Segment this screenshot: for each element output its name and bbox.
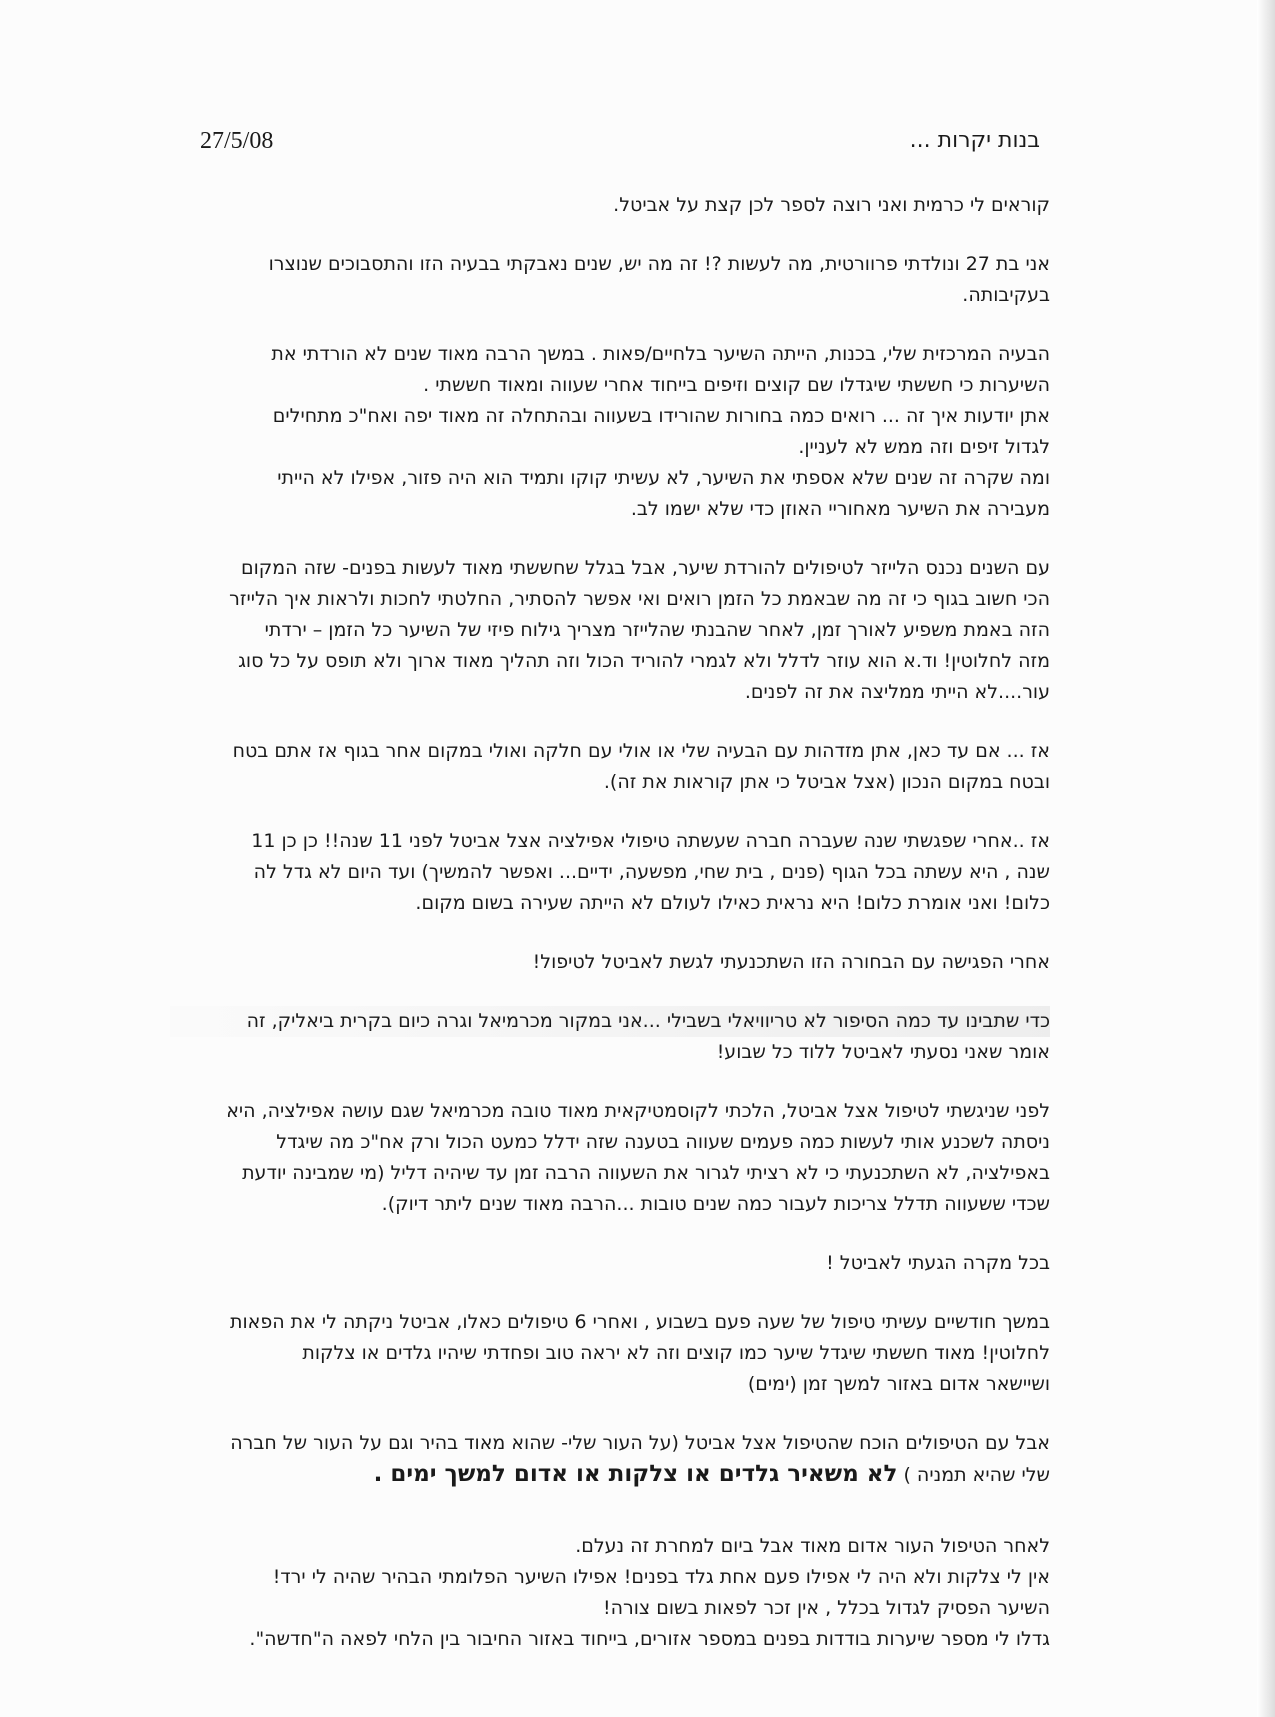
- text-line: ומה שקרה זה שנים שלא אספתי את השיער, לא עשיתי קוקו ותמיד הוא היה פזור, אפילו לא הייתי: [277, 467, 1050, 489]
- paragraph-arrived: [170, 1248, 1050, 1279]
- text-line: לגדול זיפים וזה ממש לא לעניין.: [798, 436, 1050, 458]
- text-line: מעבירה את השיער מאחוריי האוזן כדי שלא ישמו לב.: [630, 498, 1050, 520]
- paragraph-results: [170, 1531, 1050, 1655]
- text-line: שנה , היא עשתה בכל הגוף (פנים , בית שחי, מפשעה, ידיים... ואפשר להמשיך) ועד היום לא גדל לה: [253, 861, 1050, 883]
- text-line: הבעיה המרכזית שלי, בכנות, הייתה השיער בלחיים/פאות . במשך הרבה מאוד שנים לא הורדתי את: [271, 343, 1050, 365]
- text-segment: שלי שהיא תמניה ): [903, 1464, 1050, 1486]
- text-line: ושיישאר אדום באזור למשך זמן (ימים): [747, 1373, 1050, 1395]
- text-line: כדי שתבינו עד כמה הסיפור לא טריוויאלי בשבילי ...אני במקור מכרמיאל וגרה כיום בקרית ביאליק, זה: [170, 1006, 1050, 1037]
- letter-header: [200, 128, 1040, 162]
- paragraph-cosmetician: [170, 1096, 1050, 1220]
- paragraph-intro: [170, 190, 1050, 221]
- text-line: גדלו לי מספר שיערות בודדות בפנים במספר אזורים, בייחוד באזור החיבור בין הלחי לפאה ה"חדשה".: [249, 1628, 1050, 1650]
- text-line: עור....לא הייתי ממליצה את זה לפנים.: [744, 681, 1050, 703]
- text-line: אז ..אחרי שפגשתי שנה שעברה חברה שעשתה טיפולי אפילציה אצל אביטל לפני 11 שנה!! כן כן 11: [251, 830, 1050, 852]
- text-line: אבל עם הטיפולים הוכח שהטיפול אצל אביטל (על העור שלי- שהוא מאוד בהיר וגם על העור של חברה: [230, 1432, 1050, 1454]
- text-line: הכי חשוב בגוף כי זה מה שבאמת כל הזמן רואים ואי אפשר להסתיר, החלטתי לחכות ולראות איך הלייזר: [229, 588, 1050, 610]
- paragraph-identify: [170, 736, 1050, 798]
- text-line: השיער הפסיק לגדול בכלל , אין זכר לפאות בשום צורה!: [602, 1597, 1050, 1619]
- text-line: באפילציה, לא השתכנעתי כי לא רציתי לגרור את השעווה הרבה זמן עד שיהיה דליל (מי שמבינה יודעת: [242, 1162, 1050, 1184]
- text-line: הזה באמת משפיע לאורך זמן, לאחר שהבנתי שהלייזר מצריך גילוח פיזי של השיער כל הזמן – ירדתי: [264, 619, 1050, 641]
- text-line: בכל מקרה הגעתי לאביטל !: [826, 1252, 1050, 1274]
- text-line: לפני שניגשתי לטיפול אצל אביטל, הלכתי לקוסמטיקאית מאוד טובה מכרמיאל שגם עושה אפילציה, היא: [226, 1100, 1050, 1122]
- text-line: לאחר הטיפול העור אדום מאוד אבל ביום למחרת זה נעלם.: [575, 1535, 1050, 1557]
- text-line: אומר שאני נסעתי לאביטל ללוד כל שבוע!: [716, 1041, 1050, 1063]
- text-line: [170, 1459, 1050, 1491]
- paragraph-age: [170, 249, 1050, 311]
- text-line: במשך חודשיים עשיתי טיפול של שעה פעם בשבוע , ואחרי 6 טיפולים כאלו, אביטל ניקתה לי את הפאות: [229, 1311, 1050, 1333]
- letter-greeting: בנות יקרות ...: [909, 128, 1040, 153]
- text-line: בעקיבותה.: [962, 284, 1050, 306]
- text-line: עם השנים נכנס הלייזר לטיפולים להורדת שיער, אבל בגלל שחששתי מאוד לעשות בפנים- שזה המקום: [240, 557, 1050, 579]
- text-line: אחרי הפגישה עם הבחורה הזו השתכנעתי לגשת לאביטל לטיפול!: [532, 951, 1050, 973]
- letter-date: 27/5/08: [200, 128, 274, 154]
- text-line: שכדי ששעווה תדלל צריכות לעבור כמה שנים טובות ...הרבה מאוד שנים ליתר דיוק).: [381, 1193, 1050, 1215]
- text-line: מזה לחלוטין! וד.א הוא עוזר לדלל ולא לגמרי להוריד הכול וזה תהליך מאוד ארוך ולא תופס על כל סוג: [238, 650, 1050, 672]
- text-line: לחלוטין! מאוד חששתי שיגדל שיער כמו קוצים וזה לא יראה טוב ופחדתי שיהיו גלדים או צלקות: [302, 1342, 1050, 1364]
- text-line: כלום! ואני אומרת כלום! היא נראית כאילו לעולם לא הייתה שעירה בשום מקום.: [415, 892, 1050, 914]
- scan-edge-shadow: [1257, 0, 1275, 1717]
- text-line: אתן יודעות איך זה ... רואים כמה בחורות שהורידו בשעווה ובהתחלה זה מאוד יפה ואח"כ מתחילים: [272, 405, 1050, 427]
- paragraph-main-problem: [170, 339, 1050, 525]
- text-line: ניסתה לשכנע אותי לעשות כמה פעמים שעווה בטענה שזה ידלל כמעט הכול ורק אח"כ מה שיגדל: [276, 1131, 1050, 1153]
- text-line: ובטח במקום הנכון (אצל אביטל כי אתן קוראות את זה).: [603, 771, 1050, 793]
- paragraph-friend: [170, 826, 1050, 919]
- text-line: אין לי צלקות ולא היה לי אפילו פעם אחת גלד בפנים! אפילו השיער הפלומתי הבהיר שהיה לי ירד!: [272, 1566, 1050, 1588]
- text-line: השיערות כי חששתי שיגדלו שם קוצים וזיפים בייחוד אחרי שעווה ומאוד חששתי .: [423, 374, 1050, 396]
- paragraph-proven: [170, 1428, 1050, 1491]
- paragraph-treatments: [170, 1307, 1050, 1400]
- emphasized-text: לא משאיר גלדים או צלקות או אדום למשך ימים .: [373, 1461, 898, 1487]
- paragraph-laser: [170, 553, 1050, 708]
- paragraph-convinced: [170, 947, 1050, 978]
- text-line: אז ... אם עד כאן, אתן מזדהות עם הבעיה שלי או אולי עם חלקה ואולי במקום אחר בגוף אז אתם בטח: [232, 740, 1050, 762]
- paragraph-travel: [170, 1006, 1050, 1068]
- letter-body: [170, 190, 1050, 1683]
- text-line: קוראים לי כרמית ואני רוצה לספר לכן קצת על אביטל.: [613, 194, 1050, 216]
- text-line: אני בת 27 ונולדתי פרוורטית, מה לעשות ?! זה מה יש, שנים נאבקתי בבעיה הזו והתסבוכים שנוצרו: [268, 253, 1050, 275]
